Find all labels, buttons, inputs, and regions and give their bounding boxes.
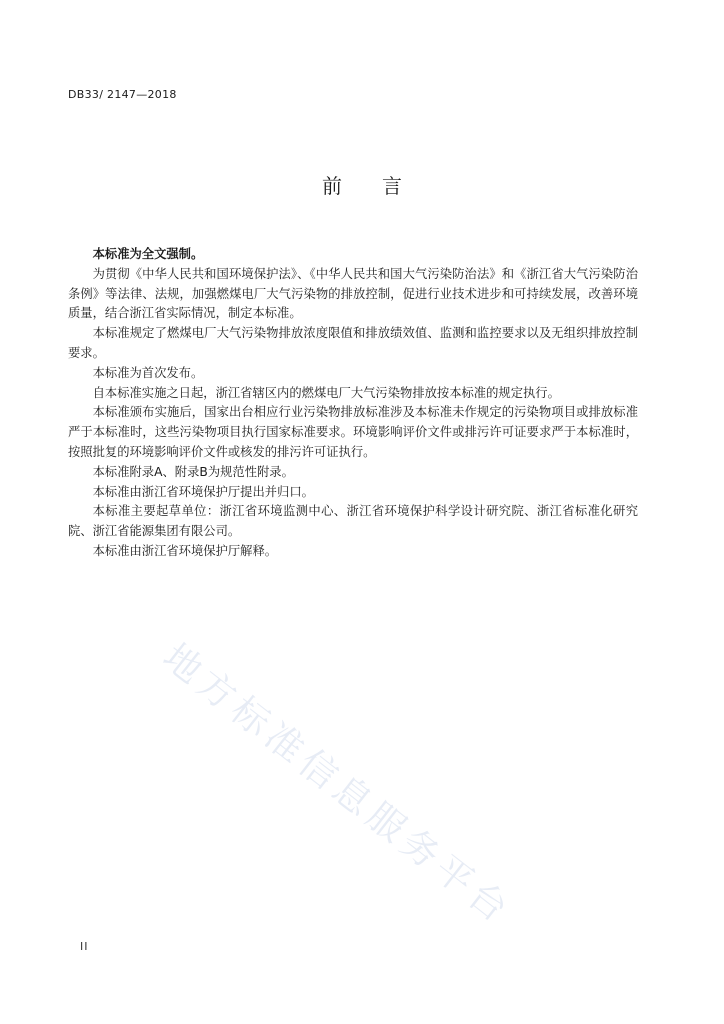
preface-body — [68, 245, 638, 562]
paragraph-first-release: 本标准为首次发布。 — [92, 365, 204, 380]
page-title — [0, 170, 724, 199]
page-number: II — [80, 940, 89, 953]
paragraph-interpretation: 本标准由浙江省环境保护厅解释。 — [92, 543, 278, 558]
paragraph-appendix: 本标准附录A、附录B为规范性附录。 — [92, 464, 294, 479]
paragraph-national-standard: 本标准颁布实施后，国家出台相应行业污染物排放标准涉及本标准未作规定的污染物项目或排放标准严于本标准时，这些污染物项目执行国家标准要求。环境影响评价文件或排污许可证要求严于本标准时，按照批复的环境影响评价文件或核发的排污许可证执行。 — [68, 405, 638, 459]
paragraph-mandatory: 本标准为全文强制。 — [92, 247, 204, 261]
paragraph-proposer: 本标准由浙江省环境保护厅提出并归口。 — [92, 484, 314, 499]
document-code: DB33/ 2147—2018 — [68, 88, 177, 101]
paragraph-purpose: 为贯彻《中华人民共和国环境保护法》、《中华人民共和国大气污染防治法》和《浙江省大气污染防治条例》等法律、法规，加强燃煤电厂大气污染物的排放控制，促进行业技术进步和可持续发展，改善环境质量，结合浙江省实际情况，制定本标准。 — [68, 266, 638, 321]
paragraph-scope: 本标准规定了燃煤电厂大气污染物排放浓度限值和排放绩效值、监测和监控要求以及无组织排放控制要求。 — [68, 326, 638, 360]
title-char-1: 前 — [322, 174, 342, 198]
title-char-2: 言 — [382, 174, 402, 198]
paragraph-drafters: 本标准主要起草单位：浙江省环境监测中心、浙江省环境保护科学设计研究院、浙江省标准化研究院、浙江省能源集团有限公司。 — [68, 504, 638, 539]
watermark-text: 地方标准信息服务平台 — [154, 635, 521, 934]
paragraph-implementation: 自本标准实施之日起，浙江省辖区内的燃煤电厂大气污染物排放按本标准的规定执行。 — [92, 385, 560, 400]
